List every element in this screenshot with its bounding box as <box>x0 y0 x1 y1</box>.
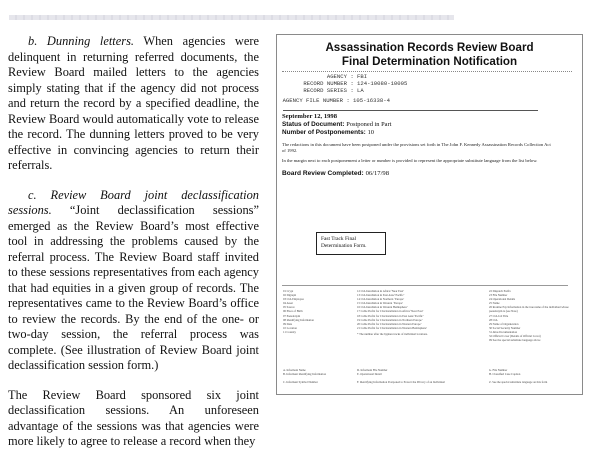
legend-item: 22 Dispatch Prefix <box>489 289 511 293</box>
separator: : <box>350 79 354 87</box>
record-number-label: RECORD NUMBER <box>303 79 347 87</box>
legend-item: 14 CIA Installation in Northern ‘Europe’ <box>357 297 405 302</box>
legend-item: 30 Social Security Number <box>489 325 521 330</box>
legend-item: 15 CIA Installation in Western ‘Europe’ <box>357 301 404 306</box>
paragraph-body: The Review Board sponsored six joint declassification sessions. An unforeseen advantage of the sessions was that agencies were more likely to agree to release a record when they <box>8 387 259 448</box>
legend-item: D. Informant File Number <box>357 368 388 372</box>
legend-item: 28 CIA <box>489 317 498 322</box>
status-row <box>282 121 582 129</box>
dotted-divider <box>282 71 572 72</box>
form-title-line-1: Assassination Records Review Board <box>325 41 534 54</box>
legend-item: 13 CIA Installation in East Asia/‘Pacific’ <box>357 293 405 298</box>
agency-value: FBI <box>357 73 368 80</box>
legend-footnote: * The number after the hyphen tracks of individual locations. <box>357 331 428 336</box>
legend-item: 11 Country <box>283 329 296 334</box>
separator: : <box>350 73 354 80</box>
legend-column-3 <box>489 289 574 342</box>
form-title <box>277 41 582 68</box>
record-series-row <box>281 88 582 95</box>
status-value: Postponed in Part <box>346 121 392 129</box>
legend-item: 10 Location <box>283 325 297 330</box>
page-header-band <box>9 15 454 20</box>
separator: : <box>346 97 350 105</box>
legend-item: 29 Name of Organization <box>489 321 519 326</box>
legend-item: E. Operational Detail <box>357 372 382 377</box>
legend-item: A. Informant Name <box>283 368 306 372</box>
postponements-value: 10 <box>367 129 374 137</box>
redaction-note: The redactions in this document have been postponed under the provisions set forth in The John F. Kennedy Assassination Records Collection Act of 1992. <box>282 142 551 153</box>
postponements-row <box>282 129 582 137</box>
legend-item: 99 See the special substitute language above <box>489 338 541 343</box>
legend-item: 24 Operational Details <box>489 297 516 302</box>
legend-item: 07 Pseudonym <box>283 313 301 318</box>
legend-column-1 <box>283 289 357 342</box>
paragraph-joint-sessions <box>8 188 259 374</box>
legend-column-2 <box>357 289 489 342</box>
legend-item: 32 Official Cover (Details of Official Cover) <box>489 334 541 339</box>
record-number-value: 124-10080-10005 <box>357 79 408 87</box>
legend-item: F. Identifying Information Postponed to Protect the Privacy of an Individual <box>357 379 445 384</box>
fast-track-label-box <box>316 232 386 255</box>
legend-item: 27 CIA Job Title <box>489 313 509 318</box>
board-review-value: 06/17/98 <box>365 169 390 177</box>
legend-item: 09 Date <box>283 321 293 326</box>
board-review-row <box>277 170 582 177</box>
form-date: September 12, 1998 <box>282 113 338 121</box>
paragraph-six-sessions <box>8 388 259 450</box>
letters-column-1 <box>283 368 357 384</box>
solid-divider <box>283 110 538 111</box>
agency-file-number-value: 105-16338-4 <box>353 97 390 105</box>
substitution-code-legend <box>283 289 574 342</box>
legend-item: 18 Cable Prefix for CIA Installation in East Asia/‘Pacific’ <box>357 313 424 318</box>
legend-item: 02 Digraph <box>283 293 297 298</box>
paragraph-heading: c. Review Board joint declassification sessions. <box>8 187 259 217</box>
paragraph-body: When agencies were delinquent in returning referred documents, the Review Board mailed letters to the agencies simply stating that if the agency did not process and return the record by a specified deadline, the Review Board would automatically vote to release the record. The dunning letters proved to be very effective in convincing agencies to return their referrals. <box>8 34 259 172</box>
agency-file-number-row <box>281 98 582 105</box>
article-text-column <box>8 34 259 464</box>
legend-item: Z. See the special substitute language on this form <box>489 379 548 384</box>
legend-item: 06 Place of Birth <box>283 309 303 314</box>
agency-label: AGENCY <box>326 73 347 80</box>
legend-item: H. Classified Case Caption <box>489 372 521 377</box>
status-label: Status of Document: <box>282 121 345 129</box>
letters-column-3 <box>489 368 574 384</box>
final-determination-form-illustration <box>276 34 583 395</box>
legend-item: 04 Asset <box>283 301 293 306</box>
fast-track-line-1: Fast Track Final <box>321 236 357 242</box>
legend-item: 12 CIA Installation in Africa/‘Near East’ <box>357 289 405 293</box>
legend-item: G. File Number <box>489 368 508 372</box>
paragraph-heading: b. Dunning letters. <box>28 34 134 48</box>
legend-item: C. Informant Symbol Number <box>283 379 318 384</box>
legend-item: 19 Cable Prefix for CIA Installation in Northern Europe’ <box>357 317 423 322</box>
margin-note: In the margin next to each postponement a letter or number is provided to represent the appropriate substitute language from the list below. <box>282 158 538 164</box>
paragraph-dunning-letters <box>8 34 259 174</box>
legend-item: 01 Crypt <box>283 289 294 293</box>
document-status <box>277 113 582 137</box>
separator: : <box>350 86 354 94</box>
legend-item: 05 Source <box>283 305 295 310</box>
legend-item: 26 Routine Pay Information in the true name of the individual whose pseudonym is (see Note) <box>489 305 569 314</box>
form-title-line-2: Final Determination Notification <box>341 54 518 68</box>
board-review-label: Board Review Completed: <box>282 169 364 177</box>
record-series-value: LA <box>357 86 364 94</box>
postponements-label: Number of Postponements: <box>282 129 366 137</box>
legend-item: 25 Name <box>489 301 500 306</box>
paragraph-body: “Joint declassification sessions” emerged as the Review Board’s most effective tool in addressing the problems caused by the referral process. The Review Board staff invited to these sessions representatives from each agency that had equities in a given group of records. The representatives came to the Review Board’s office to review the records. By the end of the one- or two-day session, the referral process was complete. (See illustration of Review Board joint declassification session form.) <box>8 203 259 372</box>
legend-item: 03 CIA Employee <box>283 297 304 302</box>
legend-item: 20 Cable Prefix for CIA Installation in Western Europe’ <box>357 321 422 326</box>
legend-divider <box>282 285 568 286</box>
record-series-label: RECORD SERIES <box>303 86 347 94</box>
legend-item: 08 Identifying Information <box>283 317 314 322</box>
legend-item: 23 File Number <box>489 293 508 298</box>
legend-item: 21 Cable Prefix for CIA Installation in Western Hemisphere’ <box>357 325 428 330</box>
letters-column-2 <box>357 368 489 384</box>
legend-item: B. Informant Identifying Information <box>283 372 327 377</box>
informant-code-legend <box>283 368 574 384</box>
fast-track-line-2: Determination Form. <box>321 243 367 249</box>
agency-file-number-label: AGENCY FILE NUMBER <box>282 97 343 105</box>
legend-item: 31 Alias Documentation <box>489 329 518 334</box>
legend-item: 17 Cable Prefix for CIA Installation in Africa/‘Near East’ <box>357 309 424 314</box>
legend-item: 16 CIA Installation in Western Hemisphere’ <box>357 305 408 310</box>
record-identifiers <box>277 74 582 105</box>
